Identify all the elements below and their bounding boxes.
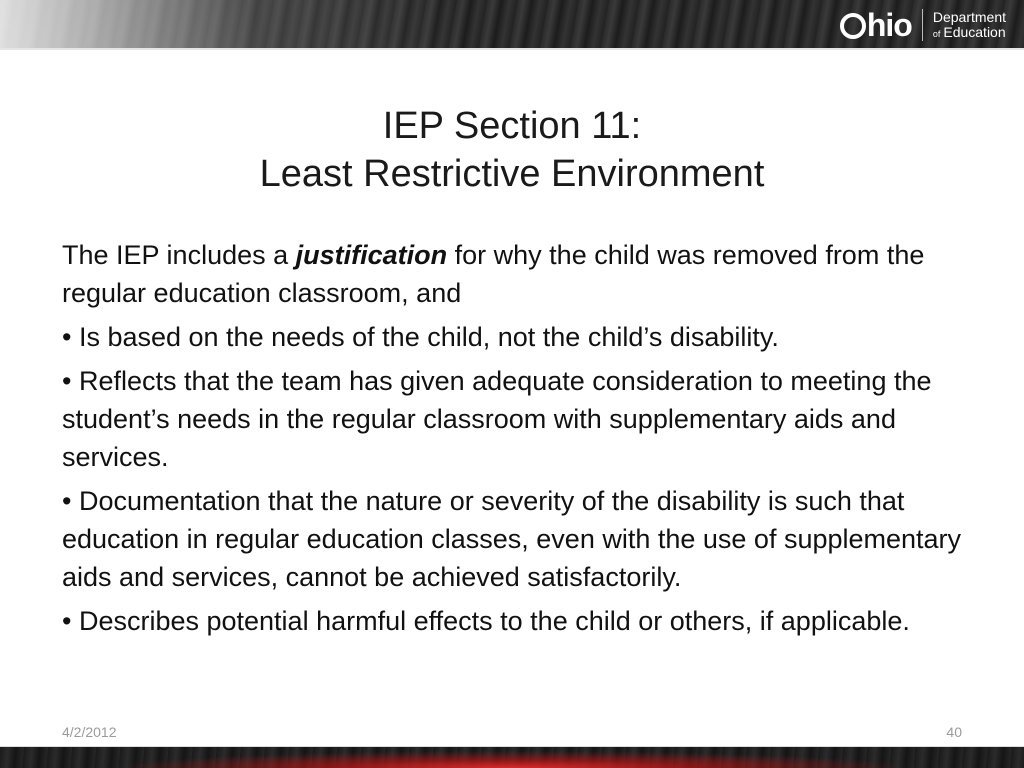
intro-paragraph [62,236,987,312]
bottom-banner [0,746,1024,768]
logo-education: Education [943,24,1006,40]
footer-page-number: 40 [946,724,962,740]
slide-title-line2: Least Restrictive Environment [259,153,765,195]
bullet-item: • Documentation that the nature or severity of the disability is such that education in regular education classes, even with the use of supplementary aids and services, cannot be achieved satisfactorily. [62,486,962,592]
top-banner [0,0,1024,50]
slide-title [0,102,1024,198]
slide-body [62,236,987,646]
intro-text-after: for why the child was removed from the regular education classroom, and [62,240,925,308]
footer-date: 4/2/2012 [62,724,117,740]
logo-o-ring-icon [840,13,866,39]
bullet-item: • Is based on the needs of the child, not the child’s disability. [62,322,779,352]
logo-department-line: Department [932,9,1006,26]
logo-divider [922,9,923,41]
logo-ohio-wordmark [840,9,912,41]
intro-text-before: The IEP includes a [62,240,296,270]
bullet-item: • Describes potential harmful effects to the child or others, if applicable. [62,606,910,636]
logo-department-text [933,10,1006,39]
intro-emphasis: justification [295,240,448,270]
logo-education-line [933,25,1006,40]
slide-title-line1: IEP Section 11: [382,105,642,147]
logo-ohio-text: hio [866,7,912,43]
bullet-item: • Reflects that the team has given adequate consideration to meeting the student’s needs in the regular classroom with supplementary aids and services. [62,366,932,472]
logo-of: of [932,29,941,39]
ohio-department-of-education-logo [840,6,1006,44]
